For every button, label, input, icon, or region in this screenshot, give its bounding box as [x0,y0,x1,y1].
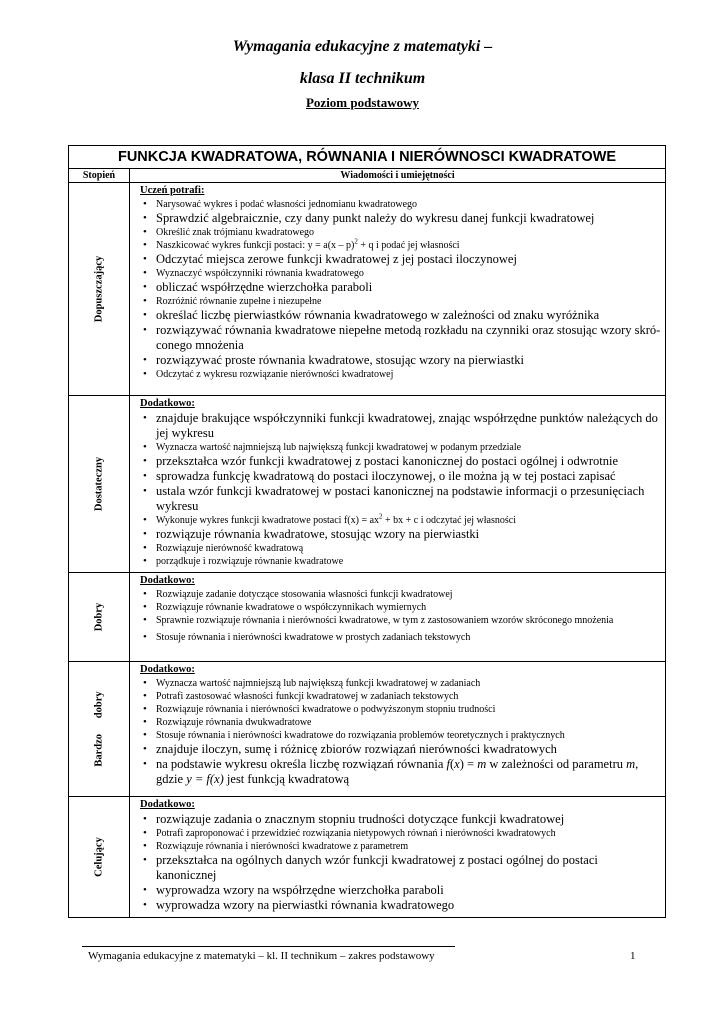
item-text: ) = [459,757,478,771]
list-item: • Rozwiązuje równania i nierówności kwadratowe o podwyższonym stopniu trudności [156,703,661,716]
list-item: • znajduje brakujące współczynniki funkcji kwadratowej, znając współrzędne punktów należących do jej wykresu [156,411,661,441]
level-cell [69,797,130,918]
list-item: • określać liczbę pierwiastków równania kwadratowego w zależności od znaku wyróżnika [156,308,661,323]
table-row [69,662,666,797]
list-item: • porządkuje i rozwiązuje równanie kwadratowe [156,555,661,568]
list-item: • Stosuje równania i nierówności kwadratowe w prostych zadaniach tekstowych [156,631,661,644]
column-header-level: Stopień [69,169,130,183]
list-item: • Rozwiązuje równania i nierówności kwadratowe z parametrem [156,840,661,853]
skills-list [140,198,661,381]
column-header-skills: Wiadomości i umiejętności [130,169,666,183]
list-item: • Rozróżnić równanie zupełne i niezupełne [156,295,661,308]
list-item [156,239,661,252]
item-text: + q i podać jej własności [357,240,460,251]
item-text: + bx + c i odczytać jej własności [382,515,516,526]
list-item: • wyprowadza wzory na pierwiastki równania kwadratowego [156,898,661,913]
list-item: • Odczytać miejsca zerowe funkcji kwadratowej z jej postaci iloczynowej [156,252,661,267]
list-item: • Określić znak trójmianu kwadratowego [156,226,661,239]
skills-list [140,677,661,787]
section-header: Dodatkowo: [140,664,195,675]
list-item: • rozwiązywać równania kwadratowe niepełne metodą rozkładu na czynniki oraz stosując wzory skró-conego mnożenia [156,323,661,353]
exponent: 2 [354,237,358,246]
level-cell [69,573,130,662]
skills-list [140,411,661,568]
skills-cell [130,183,666,396]
level-name: Dopuszczający [93,255,105,323]
list-item: • Stosuje równania i nierówności kwadratowe do rozwiązania problemów teoretycznych i praktycznych [156,729,661,742]
math-y: y = f(x) [186,772,224,786]
list-item: • Wyznacza wartość najmniejszą lub największą funkcji kwadratowej w zadaniach [156,677,661,690]
footer-text: Wymagania edukacyjne z matematyki – kl. II technikum – zakres podstawowy [88,950,435,962]
item-text: Wykonuje wykres funkcji kwadratowe postaci f(x) = ax [156,515,380,526]
math-f: f [446,757,450,771]
list-item [156,757,661,787]
list-item: • Rozwiązuje równania dwukwadratowe [156,716,661,729]
document-subtitle: Poziom podstawowy [305,95,420,110]
math-x: x [454,757,460,771]
level-name: Dostateczny [93,456,105,512]
list-item: • wyprowadza wzory na współrzędne wierzchołka paraboli [156,883,661,898]
list-item: • Sprawnie rozwiązuje równania i nierówności kwadratowe, w tym z zastosowaniem wzorów skróconego mnożenia [156,614,661,627]
list-item: • obliczać współrzędne wierzchołka paraboli [156,280,661,295]
list-item: • Potrafi zaproponować i przewidzieć rozwiązania nietypowych równań i nierówności kwadratowych [156,827,661,840]
list-item: • rozwiązuje równania kwadratowe, stosując wzory na pierwiastki [156,527,661,542]
item-text: w zależności od parametru [486,757,627,771]
list-item: • Rozwiązuje nierówność kwadratową [156,542,661,555]
list-item: • Odczytać z wykresu rozwiązanie nierówności kwadratowej [156,368,661,381]
table-row [69,573,666,662]
item-text: na podstawie wykresu określa liczbę rozwiązań równania [156,757,447,771]
list-item: • sprowadza funkcję kwadratową do postaci iloczynowej, o ile można ją w tej postaci zapisać [156,469,661,484]
math-m: m [477,757,487,771]
page-number: 1 [630,950,636,962]
exponent: 2 [379,512,383,521]
skills-cell [130,662,666,797]
section-header: Dodatkowo: [140,799,195,810]
level-cell [69,396,130,573]
item-text: jest funkcją kwadratową [223,772,350,786]
document-title-line2: klasa II technikum [299,70,426,87]
level-cell [69,662,130,797]
table-title: FUNKCJA KWADRATOWA, RÓWNANIA I NIERÓWNOSCI KWADRATOWE [69,146,666,169]
list-item: • rozwiązywać proste równania kwadratowe, stosując wzory na pierwiastki [156,353,661,368]
list-item: • Rozwiązuje zadanie dotyczące stosowania własności funkcji kwadratowej [156,588,661,601]
list-item: • Wyznaczyć współczynniki równania kwadratowego [156,267,661,280]
skills-cell [130,797,666,918]
list-item: • rozwiązuje zadania o znacznym stopniu trudności dotyczące funkcji kwadratowej [156,812,661,827]
level-name: Dobry [93,602,105,632]
level-name: Bardzo dobry [93,691,105,767]
item-text: ( [450,757,455,771]
list-item [156,514,661,527]
level-cell [69,183,130,396]
section-header: Uczeń potrafi: [140,185,205,196]
footer-divider [82,946,455,947]
table-row [69,797,666,918]
document-title-line1: Wymagania edukacyjne z matematyki – [232,38,493,55]
list-item: • znajduje iloczyn, sumę i różnicę zbiorów rozwiązań nierówności kwadratowych [156,742,661,757]
item-text: Naszkicować wykres funkcji postaci: y = a(x – p) [156,240,355,251]
skills-list [140,812,661,913]
item-text: gdzie [156,772,187,786]
list-item: • Narysować wykres i podać własności jednomianu kwadratowego [156,198,661,211]
skills-list [140,588,661,644]
skills-cell [130,396,666,573]
list-item: • Sprawdzić algebraicznie, czy dany punkt należy do wykresu danej funkcji kwadratowej [156,211,661,226]
list-item: • Rozwiązuje równanie kwadratowe o współczynnikach wymiernych [156,601,661,614]
section-header: Dodatkowo: [140,398,195,409]
requirements-table [68,145,666,918]
list-item: • Wyznacza wartość najmniejszą lub największą funkcji kwadratowej w podanym przedziale [156,441,661,454]
skills-cell [130,573,666,662]
table-row [69,183,666,396]
math-m: m [626,757,636,771]
list-item: • przekształca na ogólnych danych wzór funkcji kwadratowej z postaci ogólnej do postaci kanonicznej [156,853,661,883]
section-header: Dodatkowo: [140,575,195,586]
table-row [69,396,666,573]
item-text: , [635,757,639,771]
list-item: • Potrafi zastosować własności funkcji kwadratowej w zadaniach tekstowych [156,690,661,703]
list-item: • ustala wzór funkcji kwadratowej w postaci kanonicznej na podstawie informacji o przesunięciach wykresu [156,484,661,514]
level-name: Celujący [93,837,105,877]
list-item: • przekształca wzór funkcji kwadratowej z postaci kanonicznej do postaci ogólnej i odwrotnie [156,454,661,469]
